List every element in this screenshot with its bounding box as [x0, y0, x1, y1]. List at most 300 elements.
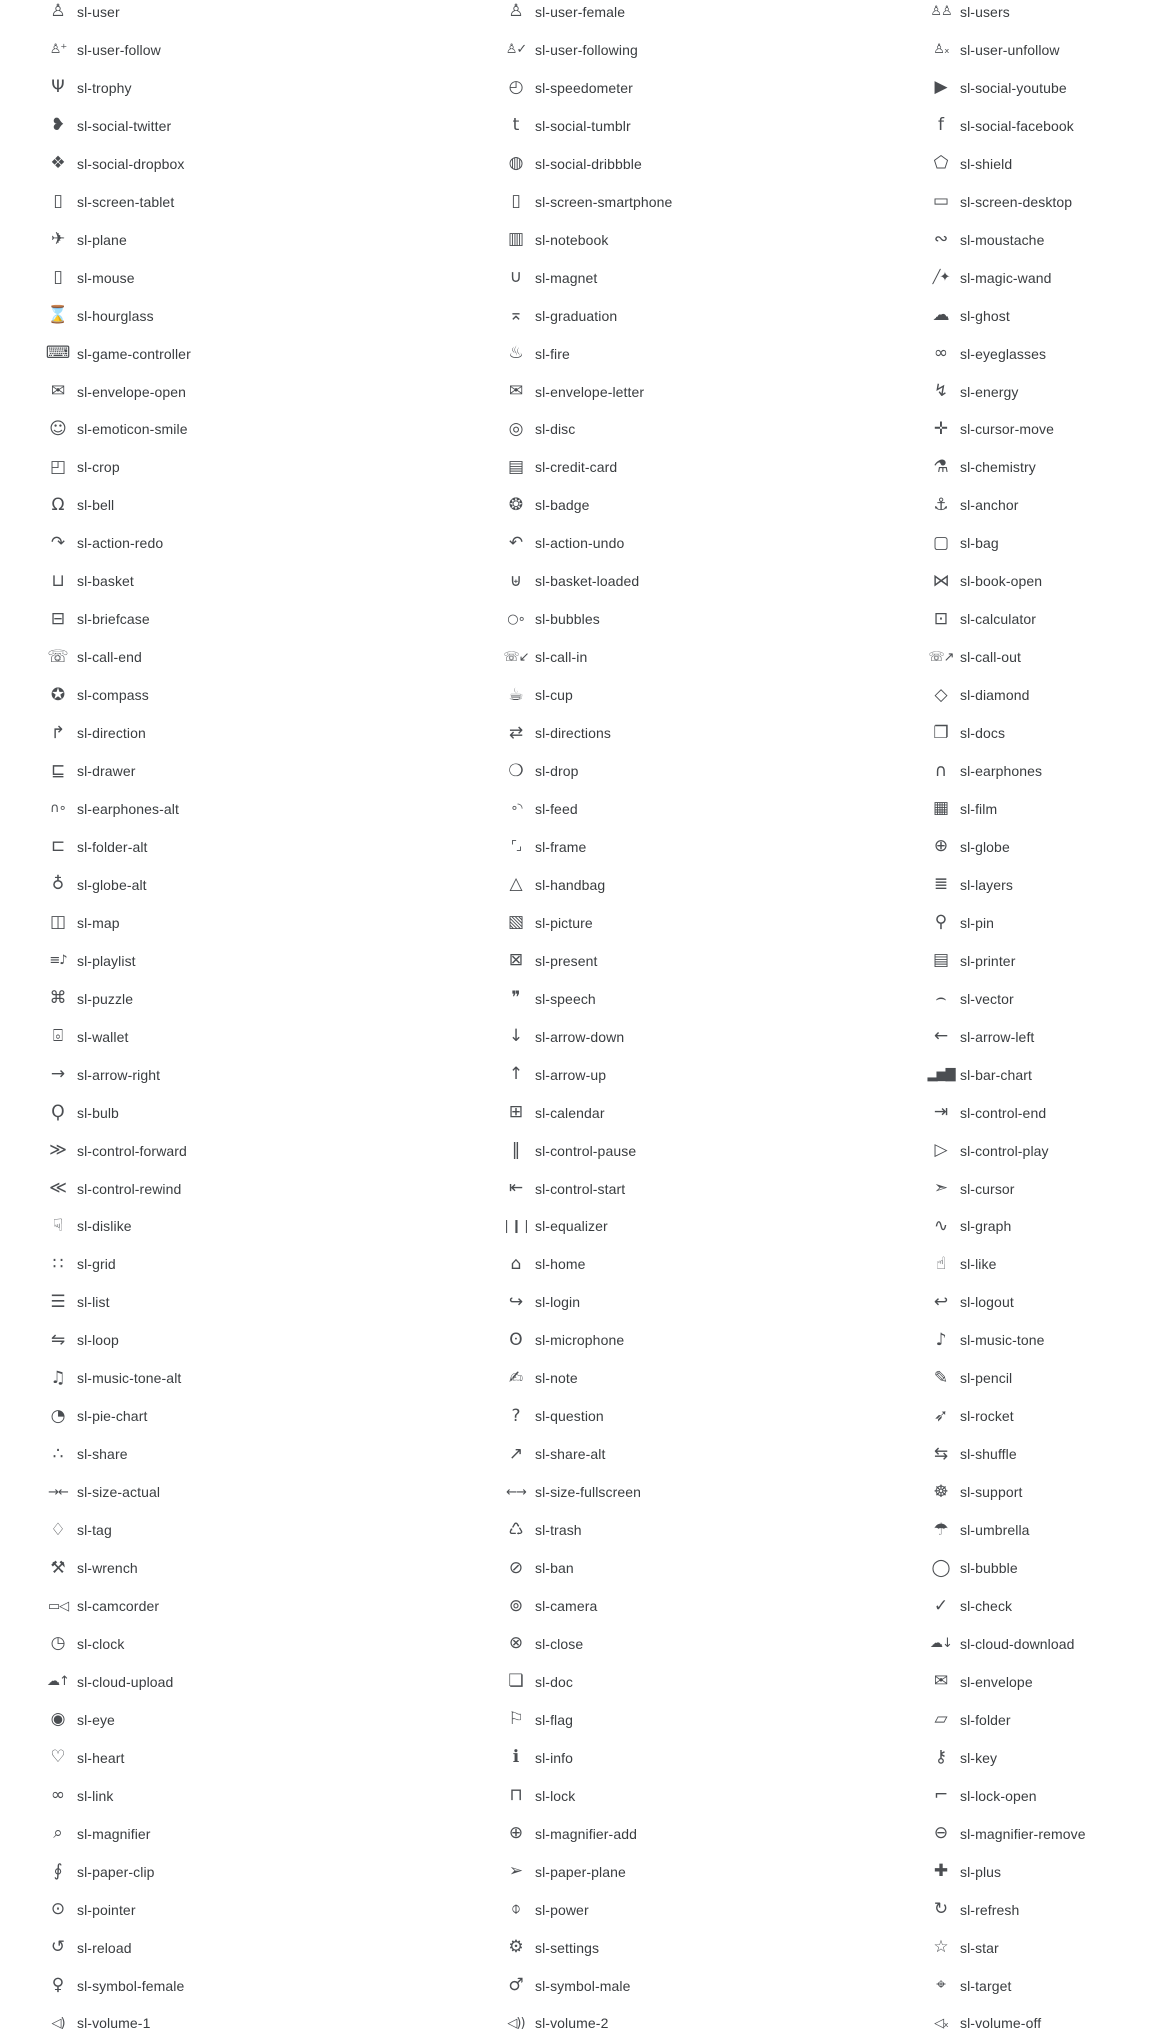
- icon-label: sl-directions: [535, 725, 611, 742]
- icon-label: sl-film: [960, 800, 998, 817]
- badge-icon: ❂: [508, 494, 524, 515]
- basket-loaded-icon: ⊎: [509, 570, 523, 591]
- icon-label: sl-close: [535, 1635, 584, 1652]
- icon-label: sl-diamond: [960, 687, 1030, 704]
- user-icon: ♙: [50, 1, 66, 22]
- icon-grid-item: [930, 1170, 1086, 1208]
- icon-label: sl-user-following: [535, 41, 638, 58]
- envelope-open-icon: ✉: [50, 381, 66, 401]
- icon-grid-item: [930, 1397, 1086, 1435]
- notebook-icon: ▥: [507, 229, 525, 250]
- icon-label: sl-magic-wand: [960, 269, 1052, 286]
- icon-grid-item: [930, 1701, 1086, 1739]
- power-icon: ⌽: [510, 1899, 522, 1920]
- umbrella-icon: ☂: [933, 1519, 949, 1540]
- icon-grid-item: [930, 259, 1086, 297]
- icon-grid-item: [47, 1170, 191, 1208]
- icon-label: sl-lock-open: [960, 1787, 1037, 1804]
- icon-label: sl-arrow-left: [960, 1028, 1035, 1045]
- icon-grid-item: [930, 221, 1086, 259]
- user-following-icon: ♙✓: [505, 42, 527, 58]
- loop-icon: ⇋: [50, 1329, 66, 1350]
- icon-grid-item: [930, 524, 1086, 562]
- handbag-icon: △: [509, 874, 523, 895]
- envelope-letter-icon: ✉: [508, 381, 524, 401]
- icon-grid-column-1: [47, 0, 191, 2042]
- icon-grid-item: [505, 1245, 672, 1283]
- icon-grid-item: [505, 107, 672, 145]
- plus-icon: ✚: [933, 1861, 949, 1882]
- map-icon: ◫: [49, 912, 67, 933]
- icon-grid-item: [930, 600, 1086, 638]
- icon-grid-item: [505, 373, 672, 411]
- icon-label: sl-doc: [535, 1673, 573, 1690]
- icon-label: sl-logout: [960, 1294, 1014, 1311]
- icon-label: sl-present: [535, 952, 598, 969]
- icon-label: sl-settings: [535, 1939, 600, 1956]
- icon-label: sl-notebook: [535, 231, 609, 248]
- icon-label: sl-music-tone-alt: [77, 1370, 182, 1387]
- icon-label: sl-anchor: [960, 497, 1019, 514]
- icon-grid-item: [505, 1663, 672, 1701]
- icon-grid-item: [505, 752, 672, 790]
- icon-label: sl-control-play: [960, 1142, 1049, 1159]
- icon-label: sl-screen-smartphone: [535, 193, 673, 210]
- icon-label: sl-calendar: [535, 1104, 605, 1121]
- docs-icon: ❐: [933, 722, 949, 743]
- icon-grid-item: [505, 335, 672, 373]
- icon-label: sl-frame: [535, 838, 587, 855]
- icon-label: sl-control-forward: [77, 1142, 187, 1159]
- magnifier-remove-icon: ⊖: [933, 1823, 949, 1844]
- directions-icon: ⇄: [508, 722, 524, 743]
- icon-label: sl-share-alt: [535, 1446, 606, 1463]
- icon-label: sl-ban: [535, 1560, 574, 1577]
- icon-label: sl-magnet: [535, 269, 598, 286]
- action-redo-icon: ↷: [50, 532, 66, 553]
- icon-grid-column-2: [501, 0, 673, 2042]
- icon-label: sl-share: [77, 1446, 128, 1463]
- icon-label: sl-eye: [77, 1711, 115, 1728]
- icon-grid-item: [505, 1625, 672, 1663]
- icon-grid-item: [930, 904, 1086, 942]
- icon-grid-item: [930, 1815, 1086, 1853]
- music-tone-alt-icon: ♫: [50, 1367, 66, 1388]
- icon-grid-item: [930, 1018, 1086, 1056]
- icon-label: sl-envelope-letter: [535, 383, 645, 400]
- volume-1-icon: ◁): [51, 2015, 65, 2031]
- icon-grid-item: [930, 1967, 1086, 2005]
- hourglass-icon: ⌛: [47, 305, 69, 326]
- icon-label: sl-speedometer: [535, 79, 633, 96]
- magnet-icon: ∪: [509, 267, 523, 288]
- icon-label: sl-login: [535, 1294, 581, 1311]
- icon-grid-item: [47, 31, 191, 69]
- icon-grid-item: [47, 676, 191, 714]
- icon-label: sl-tag: [77, 1522, 112, 1539]
- icon-label: sl-screen-desktop: [960, 193, 1073, 210]
- icon-grid-item: [930, 1777, 1086, 1815]
- arrow-down-icon: ↓: [508, 1026, 524, 1047]
- control-forward-icon: ≫: [49, 1140, 67, 1161]
- icon-label: sl-arrow-up: [535, 1066, 607, 1083]
- icon-grid-item: [930, 828, 1086, 866]
- icon-label: sl-screen-tablet: [77, 193, 175, 210]
- icon-label: sl-briefcase: [77, 611, 150, 628]
- earphones-icon: ∩: [934, 760, 948, 781]
- icon-label: sl-earphones-alt: [77, 800, 179, 817]
- tag-icon: ♢: [50, 1519, 66, 1540]
- icon-label: sl-docs: [960, 725, 1006, 742]
- icon-grid-item: [505, 1321, 672, 1359]
- icon-grid-item: [505, 1435, 672, 1473]
- icon-grid-item: [505, 1549, 672, 1587]
- icon-label: sl-emoticon-smile: [77, 421, 188, 438]
- icon-label: sl-trash: [535, 1522, 582, 1539]
- icon-grid-item: [930, 1208, 1086, 1246]
- energy-icon: ↯: [933, 381, 949, 401]
- icon-grid-item: [930, 335, 1086, 373]
- icon-label: sl-social-dropbox: [77, 155, 185, 172]
- icon-grid-item: [47, 259, 191, 297]
- icon-label: sl-control-rewind: [77, 1180, 182, 1197]
- icon-label: sl-call-out: [960, 649, 1022, 666]
- pie-chart-icon: ◔: [50, 1405, 66, 1426]
- icon-grid-item: [930, 1853, 1086, 1891]
- icon-label: sl-vector: [960, 990, 1014, 1007]
- moustache-icon: ∾: [933, 229, 949, 250]
- key-icon: ⚷: [934, 1747, 948, 1768]
- icon-label: sl-graduation: [535, 307, 618, 324]
- icon-grid-item: [47, 1245, 191, 1283]
- icon-grid-item: [505, 1397, 672, 1435]
- icon-grid-item: [47, 1321, 191, 1359]
- icon-grid-item: [930, 1511, 1086, 1549]
- trophy-icon: Ψ: [51, 77, 65, 98]
- globe-alt-icon: ♁: [51, 874, 65, 895]
- icon-grid-item: [47, 1701, 191, 1739]
- star-icon: ☆: [933, 1937, 949, 1958]
- icon-grid-item: [47, 904, 191, 942]
- icon-label: sl-graph: [960, 1218, 1012, 1235]
- icon-grid-item: [47, 1473, 191, 1511]
- size-actual-icon: →←: [48, 1484, 68, 1500]
- icon-grid-item: [47, 1056, 191, 1094]
- icon-grid-item: [930, 1132, 1086, 1170]
- cursor-icon: ➣: [933, 1178, 949, 1199]
- icon-grid-item: [930, 790, 1086, 828]
- icon-grid-item: [930, 866, 1086, 904]
- icon-label: sl-plus: [960, 1863, 1002, 1880]
- icon-label: sl-wrench: [77, 1560, 138, 1577]
- icon-grid-item: [505, 1473, 672, 1511]
- size-fullscreen-icon: ←→: [506, 1484, 526, 1500]
- icon-label: sl-trophy: [77, 79, 132, 96]
- icon-label: sl-dislike: [77, 1218, 132, 1235]
- lock-icon: ⊓: [509, 1785, 523, 1806]
- icon-grid-item: [505, 828, 672, 866]
- icon-grid-item: [47, 1397, 191, 1435]
- icon-grid-item: [930, 714, 1086, 752]
- icon-grid-item: [47, 600, 191, 638]
- icon-grid-item: [47, 0, 191, 31]
- icon-label: sl-drop: [535, 763, 579, 780]
- magic-wand-icon: ╱✦: [932, 270, 950, 286]
- icon-grid-item: [505, 942, 672, 980]
- icon-label: sl-check: [960, 1598, 1013, 1614]
- icon-label: sl-control-start: [535, 1180, 626, 1197]
- icon-label: sl-size-fullscreen: [535, 1484, 642, 1501]
- social-dribbble-icon: ◍: [508, 153, 524, 174]
- icon-label: sl-call-in: [535, 649, 588, 666]
- icon-label: sl-paper-plane: [535, 1863, 626, 1880]
- icon-grid-item: [505, 221, 672, 259]
- symbol-female-icon: ♀: [51, 1975, 65, 1996]
- question-icon: ?: [511, 1405, 521, 1426]
- icon-label: sl-pie-chart: [77, 1408, 148, 1425]
- icon-grid-item: [505, 638, 672, 676]
- icon-label: sl-size-actual: [77, 1484, 161, 1501]
- cloud-download-icon: ☁↓: [930, 1636, 952, 1652]
- target-icon: ⌖: [936, 1975, 946, 1996]
- icon-label: sl-rocket: [960, 1408, 1014, 1425]
- icon-grid-item: [47, 1967, 191, 2005]
- icon-label: sl-globe-alt: [77, 876, 147, 893]
- icon-label: sl-pin: [960, 914, 995, 931]
- icon-label: sl-refresh: [960, 1901, 1020, 1918]
- icon-grid-item: [505, 1056, 672, 1094]
- icon-label: sl-chemistry: [960, 459, 1036, 476]
- icon-grid-item: [505, 259, 672, 297]
- icon-grid-item: [930, 107, 1086, 145]
- calendar-icon: ⊞: [508, 1102, 524, 1123]
- info-icon: ℹ: [512, 1747, 520, 1768]
- camcorder-icon: ▭◁: [47, 1598, 69, 1614]
- icon-label: sl-target: [960, 1977, 1012, 1994]
- icon-label: sl-clock: [77, 1635, 125, 1652]
- icon-grid-item: [47, 1511, 191, 1549]
- icon-grid-item: [930, 1283, 1086, 1321]
- icon-grid-item: [47, 1739, 191, 1777]
- direction-icon: ↱: [50, 722, 66, 743]
- ban-icon: ⊘: [508, 1557, 524, 1578]
- icon-grid-item: [930, 1929, 1086, 1967]
- paper-clip-icon: ∮: [53, 1861, 63, 1882]
- icon-grid-item: [47, 297, 191, 335]
- folder-alt-icon: ⊏: [50, 836, 66, 857]
- icon-grid-item: [930, 1891, 1086, 1929]
- icon-label: sl-bar-chart: [960, 1066, 1032, 1083]
- home-icon: ⌂: [510, 1253, 522, 1274]
- volume-2-icon: ◁)): [507, 2015, 525, 2031]
- icon-label: sl-folder: [960, 1711, 1011, 1728]
- crop-icon: ◰: [49, 456, 67, 477]
- user-female-icon: ♙: [508, 1, 524, 22]
- arrow-left-icon: ←: [933, 1026, 949, 1047]
- icon-grid-item: [930, 1435, 1086, 1473]
- icon-label: sl-moustache: [960, 231, 1045, 248]
- icon-label: sl-users: [960, 3, 1010, 20]
- graph-icon: ∿: [933, 1215, 949, 1236]
- icon-grid-item: [47, 1132, 191, 1170]
- printer-icon: ▤: [932, 950, 950, 971]
- icon-label: sl-action-redo: [77, 535, 164, 552]
- icon-label: sl-credit-card: [535, 459, 618, 476]
- icon-label: sl-handbag: [535, 876, 606, 893]
- icon-label: sl-social-dribbble: [535, 155, 642, 172]
- icon-label: sl-cloud-download: [960, 1635, 1075, 1652]
- book-open-icon: ⋈: [932, 570, 950, 591]
- icon-grid-item: [930, 2005, 1086, 2042]
- icon-grid-item: [930, 1549, 1086, 1587]
- icon-label: sl-heart: [77, 1749, 125, 1766]
- icon-label: sl-layers: [960, 876, 1014, 893]
- icon-label: sl-flag: [535, 1711, 574, 1728]
- feed-icon: ∘◝: [510, 801, 522, 817]
- icon-grid-item: [505, 866, 672, 904]
- icon-grid-item: [505, 904, 672, 942]
- globe-icon: ⊕: [933, 836, 949, 857]
- icon-label: sl-reload: [77, 1939, 132, 1956]
- icon-grid-item: [505, 1701, 672, 1739]
- icon-grid-item: [505, 183, 672, 221]
- icon-grid-item: [505, 1359, 672, 1397]
- briefcase-icon: ⊟: [50, 608, 66, 629]
- graduation-icon: ⌅: [508, 305, 524, 326]
- icon-grid-item: [505, 1967, 672, 2005]
- basket-icon: ⊔: [51, 570, 65, 591]
- icon-label: sl-music-tone: [960, 1332, 1045, 1349]
- icon-label: sl-user-follow: [77, 41, 161, 58]
- icon-grid-item: [47, 866, 191, 904]
- icon-grid-item: [505, 1511, 672, 1549]
- pointer-icon: ⊙: [50, 1899, 66, 1920]
- icon-grid-item: [47, 942, 191, 980]
- icon-grid-item: [47, 1663, 191, 1701]
- bell-icon: Ω: [51, 494, 65, 515]
- credit-card-icon: ▤: [507, 456, 525, 477]
- icon-grid-item: [505, 145, 672, 183]
- icon-label: sl-bubble: [960, 1560, 1018, 1577]
- icon-label: sl-symbol-female: [77, 1977, 185, 1994]
- icon-label: sl-ghost: [960, 307, 1010, 324]
- icon-grid-item: [505, 448, 672, 486]
- icon-grid-item: [930, 183, 1086, 221]
- icon-grid-item: [505, 1891, 672, 1929]
- icon-label: sl-wallet: [77, 1028, 129, 1045]
- heart-icon: ♡: [50, 1747, 66, 1768]
- icon-label: sl-list: [77, 1294, 110, 1311]
- icon-grid-item: [930, 1625, 1086, 1663]
- bubble-icon: ◯: [931, 1557, 951, 1578]
- equalizer-icon: ❘❙❘: [501, 1218, 531, 1234]
- icon-label: sl-cursor-move: [960, 421, 1054, 438]
- screen-tablet-icon: ▯: [53, 191, 63, 212]
- icon-grid-item: [505, 1929, 672, 1967]
- icon-grid-item: [505, 31, 672, 69]
- icon-label: sl-social-youtube: [960, 79, 1067, 96]
- icon-grid-item: [930, 1473, 1086, 1511]
- icon-grid-item: [930, 448, 1086, 486]
- icon-grid-item: [930, 562, 1086, 600]
- icon-label: sl-globe: [960, 838, 1010, 855]
- icon-label: sl-earphones: [960, 763, 1043, 780]
- icon-label: sl-basket: [77, 573, 134, 590]
- social-dropbox-icon: ❖: [50, 153, 66, 174]
- icon-grid-item: [47, 145, 191, 183]
- bulb-icon: Ϙ: [51, 1102, 65, 1123]
- frame-icon: ⌜⌟: [510, 839, 522, 855]
- icon-grid-item: [505, 714, 672, 752]
- control-start-icon: ⇤: [508, 1178, 524, 1199]
- icon-grid-item: [47, 448, 191, 486]
- icon-label: sl-printer: [960, 952, 1016, 969]
- chemistry-icon: ⚗: [933, 456, 949, 477]
- control-play-icon: ▷: [934, 1140, 948, 1161]
- icon-grid-item: [47, 1549, 191, 1587]
- social-facebook-icon: f: [938, 115, 944, 136]
- icon-label: sl-shield: [960, 155, 1013, 172]
- icon-grid-item: [930, 373, 1086, 411]
- screen-desktop-icon: ▭: [932, 191, 950, 212]
- reload-icon: ↺: [50, 1937, 66, 1958]
- game-controller-icon: ⌨: [45, 343, 71, 364]
- icon-grid-item: [47, 562, 191, 600]
- icon-label: sl-bell: [77, 497, 115, 514]
- icon-label: sl-home: [535, 1256, 586, 1273]
- icon-grid-item: [47, 524, 191, 562]
- icon-grid-item: [505, 790, 672, 828]
- music-tone-icon: ♪: [935, 1329, 947, 1350]
- icon-grid-item: [505, 562, 672, 600]
- icon-grid-item: [47, 107, 191, 145]
- icon-grid-item: [47, 1094, 191, 1132]
- envelope-icon: ✉: [933, 1671, 949, 1692]
- icon-label: sl-pointer: [77, 1901, 136, 1918]
- close-icon: ⊗: [508, 1633, 524, 1654]
- icon-label: sl-magnifier-remove: [960, 1825, 1086, 1842]
- icon-label: sl-folder-alt: [77, 838, 148, 855]
- microphone-icon: ʘ: [509, 1329, 523, 1350]
- film-icon: ▦: [932, 798, 950, 819]
- icon-label: sl-cloud-upload: [77, 1673, 174, 1690]
- icon-label: sl-control-pause: [535, 1142, 637, 1159]
- icon-label: sl-power: [535, 1901, 589, 1918]
- icon-label: sl-key: [960, 1749, 998, 1766]
- icon-label: sl-bubbles: [535, 611, 600, 628]
- icon-label: sl-microphone: [535, 1332, 625, 1349]
- icon-grid-item: [47, 1587, 191, 1625]
- icon-label: sl-cursor: [960, 1180, 1015, 1197]
- icon-label: sl-speech: [535, 990, 596, 1007]
- icon-grid-item: [47, 790, 191, 828]
- list-icon: ☰: [50, 1291, 66, 1312]
- link-icon: ∞: [50, 1785, 66, 1806]
- icon-grid-item: [505, 980, 672, 1018]
- icon-grid-item: [505, 297, 672, 335]
- pin-icon: ⚲: [934, 912, 948, 933]
- disc-icon: ◎: [508, 418, 524, 439]
- action-undo-icon: ↶: [508, 532, 524, 553]
- icon-label: sl-cup: [535, 687, 573, 704]
- icon-label: sl-umbrella: [960, 1522, 1030, 1539]
- icon-label: sl-direction: [77, 725, 146, 742]
- icon-grid-item: [47, 486, 191, 524]
- control-rewind-icon: ≪: [49, 1178, 67, 1199]
- icon-label: sl-grid: [77, 1256, 116, 1273]
- clock-icon: ◷: [50, 1633, 66, 1654]
- bag-icon: ▢: [932, 532, 950, 553]
